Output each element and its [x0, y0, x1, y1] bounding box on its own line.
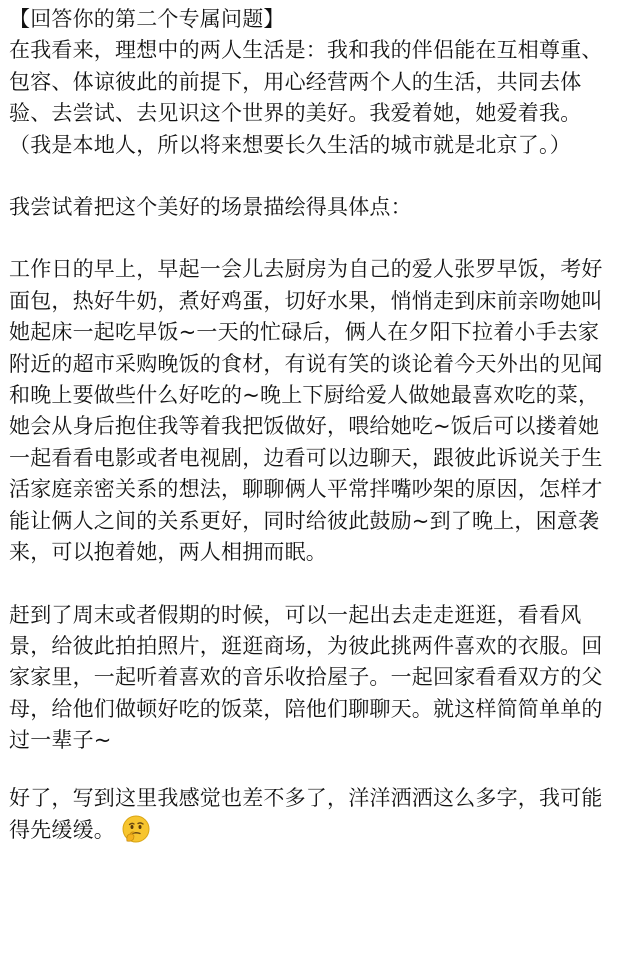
paragraph-gap [9, 569, 609, 600]
paragraph-closing-wrap [9, 783, 609, 847]
paragraph-gap [9, 223, 609, 254]
paragraph-gap [9, 757, 609, 783]
paragraph-ideal-life: 在我看来，理想中的两人生活是：我和我的伴侣能在互相尊重、包容、体谅彼此的前提下，用心经营两个人的生活，共同去体验、去尝试、去见识这个世界的美好。我爱着她，她爱着我。（我是本地人，所以将来想要长久生活的城市就是北京了。） [9, 38, 603, 157]
paragraph-closing: 好了，写到这里我感觉也差不多了，洋洋洒洒这么多字，我可能得先缓缓。 [9, 785, 603, 842]
paragraph-weekday: 工作日的早上，早起一会儿去厨房为自己的爱人张罗早饭，考好面包，热好牛奶，煮好鸡蛋，切好水果，悄悄走到床前亲吻她叫她起床一起吃早饭~一天的忙碌后，俩人在夕阳下拉着小手去家附近的超市采购晚饭的食材，有说有笑的谈论着今天外出的见闻和晚上要做些什么好吃的~晚上下厨给爱人做她最喜欢吃的菜，她会从身后抱住我等着我把饭做好，喂给她吃~饭后可以搂着她一起看看电影或者电视剧，边看可以边聊天，跟彼此诉说关于生活家庭亲密关系的想法，聊聊俩人平常拌嘴吵架的原因，怎样才能让俩人之间的关系更好，同时给彼此鼓励~到了晚上，困意袭来，可以抱着她，两人相拥而眠。 [9, 257, 603, 565]
document-title: 【回答你的第二个专属问题】 [9, 7, 285, 31]
paragraph-gap [9, 161, 609, 192]
paragraph-weekend: 赶到了周末或者假期的时候，可以一起出去走走逛逛，看看风景，给彼此拍拍照片，逛逛商场，为彼此挑两件喜欢的衣服。回家家里，一起听着喜欢的音乐收拾屋子。一起回家看看双方的父母，给他们做顿好吃的饭菜，陪他们聊聊天。就这样简简单单的过一辈子~ [9, 602, 603, 753]
document-body [9, 4, 609, 846]
thinking-face-emoji-icon [121, 814, 151, 844]
paragraph-intro-scene: 我尝试着把这个美好的场景描绘得具体点： [9, 195, 412, 220]
